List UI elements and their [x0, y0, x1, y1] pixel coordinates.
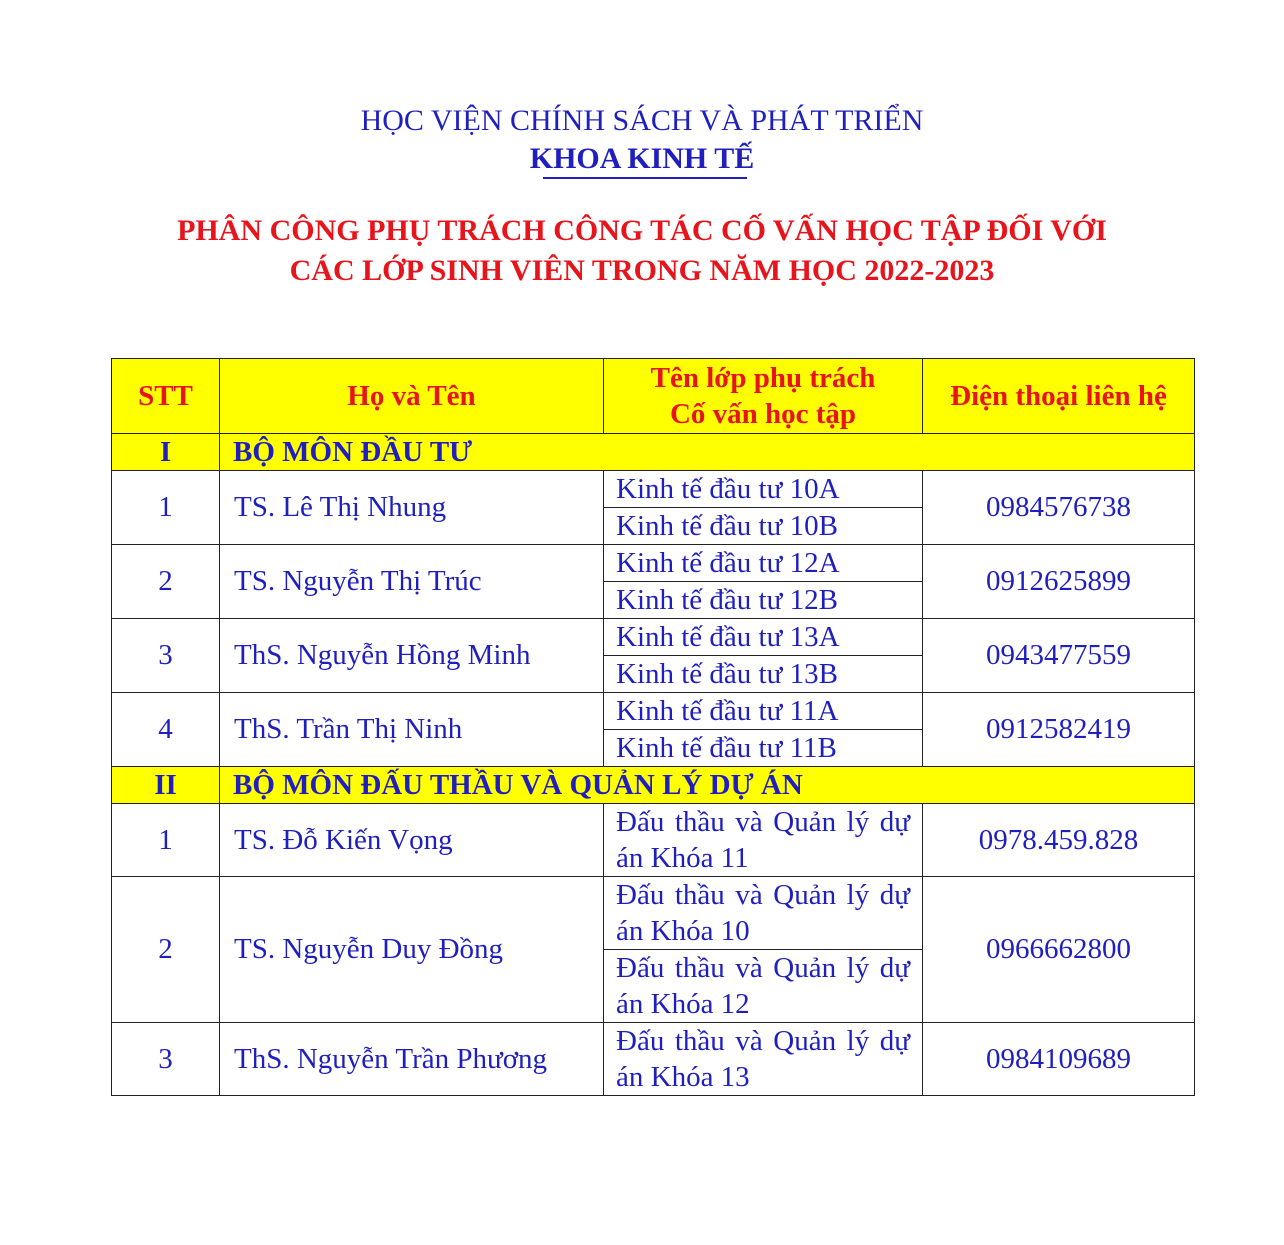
advisor-phone: 0984109689	[923, 1023, 1195, 1096]
institute-name: HỌC VIỆN CHÍNH SÁCH VÀ PHÁT TRIỂN	[360, 104, 924, 137]
table-row	[112, 619, 1195, 656]
class-name: Đấu thầu và Quản lý dự án Khóa 13	[604, 1023, 923, 1096]
row-stt: 3	[112, 619, 220, 693]
advisor-phone: 0978.459.828	[923, 804, 1195, 877]
class-name: Kinh tế đầu tư 10B	[604, 508, 923, 545]
class-name: Kinh tế đầu tư 12A	[604, 545, 923, 582]
section-number: I	[112, 434, 220, 471]
class-name: Kinh tế đầu tư 10A	[604, 471, 923, 508]
row-stt: 1	[112, 804, 220, 877]
row-stt: 4	[112, 693, 220, 767]
table-row	[112, 1023, 1195, 1096]
column-header-class: Tên lớp phụ trách Cố vấn học tập	[604, 359, 923, 434]
section-row	[112, 767, 1195, 804]
table-row	[112, 545, 1195, 582]
advisor-phone: 0943477559	[923, 619, 1195, 693]
table-row	[112, 471, 1195, 508]
column-header-phone: Điện thoại liên hệ	[923, 359, 1195, 434]
table-row	[112, 877, 1195, 950]
section-name: BỘ MÔN ĐẤU THẦU VÀ QUẢN LÝ DỰ ÁN	[220, 767, 1195, 804]
advisor-name: TS. Lê Thị Nhung	[220, 471, 604, 545]
document-title-line-1: PHÂN CÔNG PHỤ TRÁCH CÔNG TÁC CỐ VẤN HỌC TẬP ĐỐI VỚI	[177, 214, 1107, 247]
column-header-name: Họ và Tên	[220, 359, 604, 434]
row-stt: 1	[112, 471, 220, 545]
row-stt: 3	[112, 1023, 220, 1096]
class-name: Đấu thầu và Quản lý dự án Khóa 12	[604, 950, 923, 1023]
row-stt: 2	[112, 545, 220, 619]
section-number: II	[112, 767, 220, 804]
class-name: Kinh tế đầu tư 13A	[604, 619, 923, 656]
table-row	[112, 693, 1195, 730]
advisor-name: ThS. Nguyễn Hồng Minh	[220, 619, 604, 693]
advisor-phone: 0912625899	[923, 545, 1195, 619]
class-name: Kinh tế đầu tư 12B	[604, 582, 923, 619]
advisor-table	[111, 358, 1195, 1096]
advisor-name: ThS. Nguyễn Trần Phương	[220, 1023, 604, 1096]
faculty-name: KHOA KINH TẾ	[529, 142, 755, 175]
class-name: Đấu thầu và Quản lý dự án Khóa 11	[604, 804, 923, 877]
class-name: Kinh tế đầu tư 11A	[604, 693, 923, 730]
advisor-phone: 0912582419	[923, 693, 1195, 767]
column-header-stt: STT	[112, 359, 220, 434]
row-stt: 2	[112, 877, 220, 1023]
table-header-row	[112, 359, 1195, 434]
faculty-underline	[543, 177, 747, 179]
advisor-name: ThS. Trần Thị Ninh	[220, 693, 604, 767]
advisor-phone: 0966662800	[923, 877, 1195, 1023]
section-row	[112, 434, 1195, 471]
advisor-phone: 0984576738	[923, 471, 1195, 545]
advisor-name: TS. Nguyễn Duy Đồng	[220, 877, 604, 1023]
class-name: Đấu thầu và Quản lý dự án Khóa 10	[604, 877, 923, 950]
table-row	[112, 804, 1195, 877]
advisor-name: TS. Đỗ Kiến Vọng	[220, 804, 604, 877]
document-title-line-2: CÁC LỚP SINH VIÊN TRONG NĂM HỌC 2022-2023	[289, 254, 995, 287]
class-name: Kinh tế đầu tư 11B	[604, 730, 923, 767]
class-name: Kinh tế đầu tư 13B	[604, 656, 923, 693]
advisor-name: TS. Nguyễn Thị Trúc	[220, 545, 604, 619]
section-name: BỘ MÔN ĐẦU TƯ	[220, 434, 1195, 471]
